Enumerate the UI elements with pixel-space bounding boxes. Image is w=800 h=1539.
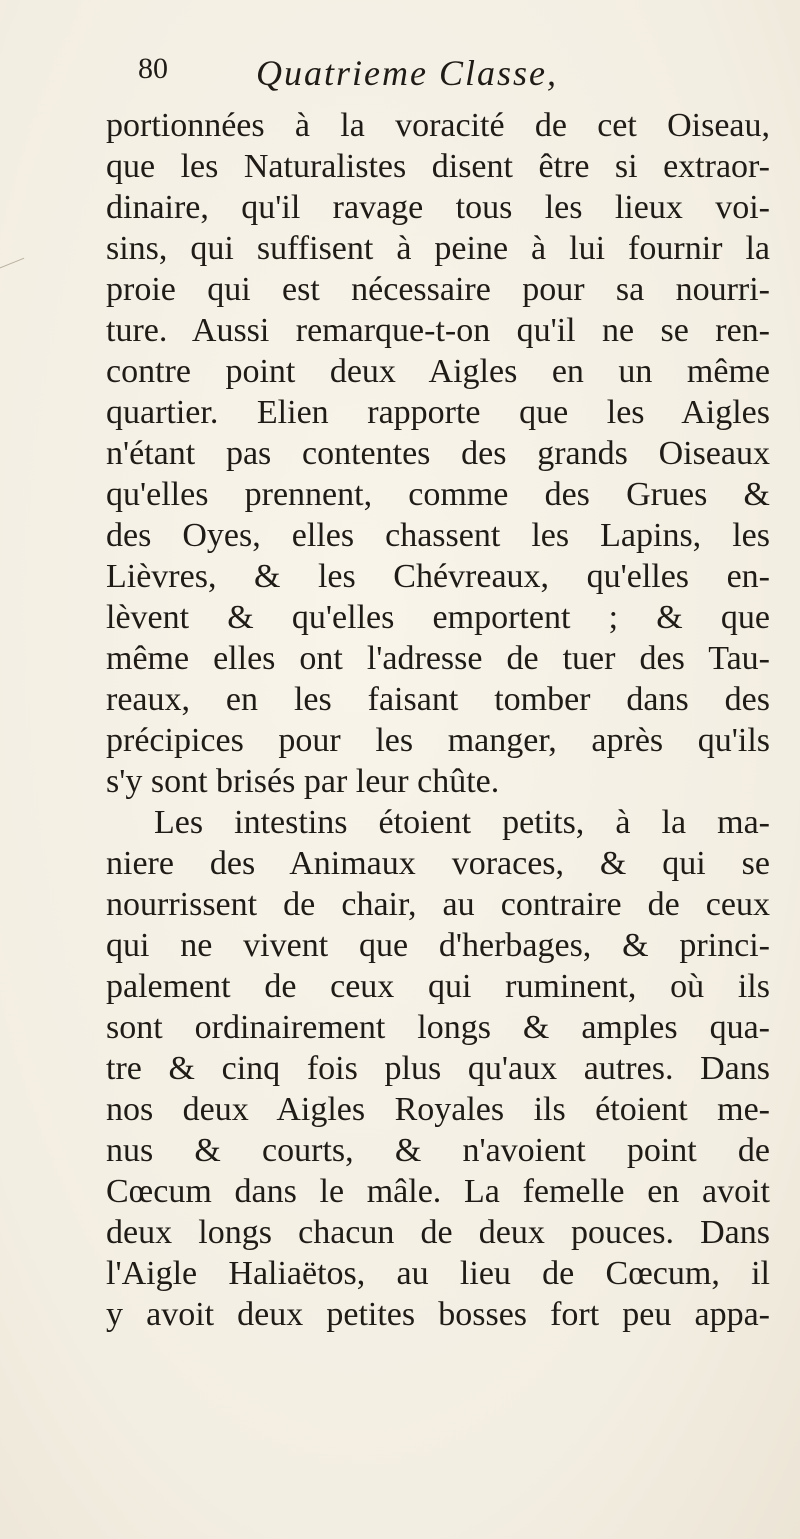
text-line: reaux, en les faisant tomber dans des xyxy=(106,681,770,718)
text-line: n'étant pas contentes des grands Oiseaux xyxy=(106,435,770,472)
text-line: dinaire, qu'il ravage tous les lieux voi- xyxy=(106,189,770,226)
text-line: nus & courts, & n'avoient point de xyxy=(106,1132,770,1169)
text-line: palement de ceux qui ruminent, où ils xyxy=(106,968,770,1005)
text-line: Les intestins étoient petits, à la ma- xyxy=(154,804,770,841)
text-line: y avoit deux petites bosses fort peu appa- xyxy=(106,1296,770,1333)
text-line: sont ordinairement longs & amples qua- xyxy=(106,1009,770,1046)
text-line: nourrissent de chair, au contraire de ceux xyxy=(106,886,770,923)
text-line: des Oyes, elles chassent les Lapins, les xyxy=(106,517,770,554)
text-line: que les Naturalistes disent être si extraor- xyxy=(106,148,770,185)
text-line: tre & cinq fois plus qu'aux autres. Dans xyxy=(106,1050,770,1087)
text-line: deux longs chacun de deux pouces. Dans xyxy=(106,1214,770,1251)
text-line: contre point deux Aigles en un même xyxy=(106,353,770,390)
text-line: Lièvres, & les Chévreaux, qu'elles en- xyxy=(106,558,770,595)
text-line: l'Aigle Haliaëtos, au lieu de Cœcum, il xyxy=(106,1255,770,1292)
text-line: quartier. Elien rapporte que les Aigles xyxy=(106,394,770,431)
text-line: Cœcum dans le mâle. La femelle en avoit xyxy=(106,1173,770,1210)
text-line: niere des Animaux voraces, & qui se xyxy=(106,845,770,882)
running-head: Quatrieme Classe, xyxy=(256,53,558,93)
body-text xyxy=(106,105,770,1335)
text-line: qui ne vivent que d'herbages, & princi- xyxy=(106,927,770,964)
page-header xyxy=(138,52,778,102)
text-line: même elles ont l'adresse de tuer des Tau- xyxy=(106,640,770,677)
text-line: nos deux Aigles Royales ils étoient me- xyxy=(106,1091,770,1128)
text-line: proie qui est nécessaire pour sa nourri- xyxy=(106,271,770,308)
text-line: précipices pour les manger, après qu'ils xyxy=(106,722,770,759)
text-line: portionnées à la voracité de cet Oiseau, xyxy=(106,107,770,144)
text-line: sins, qui suffisent à peine à lui fournir la xyxy=(106,230,770,267)
text-line: qu'elles prennent, comme des Grues & xyxy=(106,476,770,513)
page-number: 80 xyxy=(138,52,168,85)
text-line: ture. Aussi remarque-t-on qu'il ne se ren- xyxy=(106,312,770,349)
text-line: s'y sont brisés par leur chûte. xyxy=(106,763,500,800)
text-line: lèvent & qu'elles emportent ; & que xyxy=(106,599,770,636)
margin-mark xyxy=(0,258,30,284)
